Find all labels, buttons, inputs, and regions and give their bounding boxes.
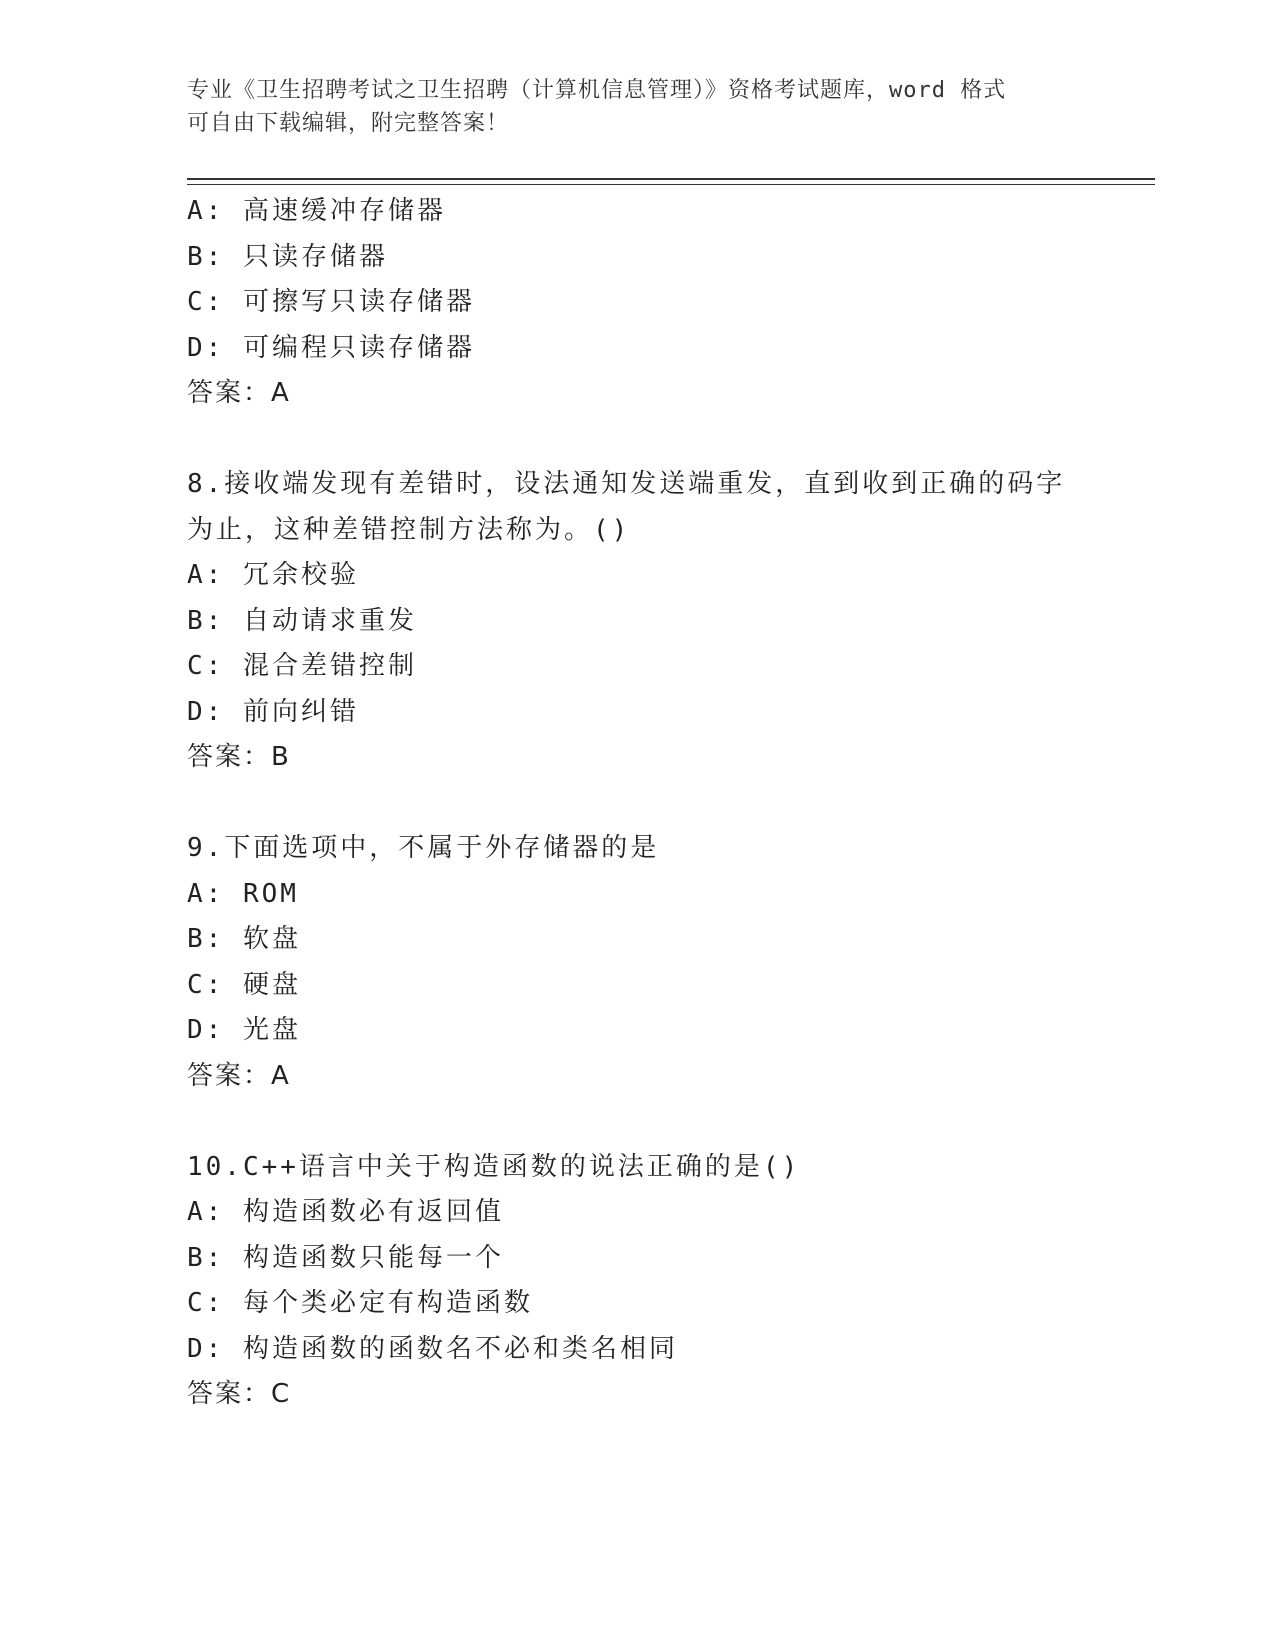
document-header <box>187 74 1067 140</box>
option-c: C: 硬盘 <box>187 969 301 1000</box>
question-8 <box>187 462 1087 781</box>
option-b: B: 构造函数只能每一个 <box>187 1242 504 1273</box>
option-c: C: 每个类必定有构造函数 <box>187 1288 533 1318</box>
question-stem-line1: 8.接收端发现有差错时，设法通知发送端重发，直到收到正确的码字 <box>187 469 1066 499</box>
question-spacer <box>187 417 1087 463</box>
header-divider-thick <box>187 178 1155 180</box>
answer-line: 答案：C <box>187 1379 292 1409</box>
header-title-line1: 专业《卫生招聘考试之卫生招聘（计算机信息管理）》资格考试题库，word 格式 <box>187 78 1007 103</box>
option-a: A: 冗余校验 <box>187 560 359 590</box>
option-d: D: 前向纠错 <box>187 696 359 727</box>
header-divider-thin <box>187 184 1155 185</box>
option-b: B: 只读存储器 <box>187 241 388 272</box>
option-d: D: 光盘 <box>187 1015 301 1045</box>
question-10 <box>187 1145 1087 1418</box>
header-title-line2: 可自由下载编辑，附完整答案！ <box>187 111 510 136</box>
option-b: B: 软盘 <box>187 924 301 954</box>
option-a: A: ROM <box>187 878 299 909</box>
option-b: B: 自动请求重发 <box>187 605 417 636</box>
question-9 <box>187 826 1087 1099</box>
option-c: C: 可擦写只读存储器 <box>187 287 475 317</box>
question-stem: 9.下面选项中，不属于外存储器的是 <box>187 833 660 863</box>
option-a: A: 构造函数必有返回值 <box>187 1197 504 1227</box>
question-spacer <box>187 1099 1087 1145</box>
question-stem-line2: 为止，这种差错控制方法称为。() <box>187 514 631 545</box>
option-c: C: 混合差错控制 <box>187 651 417 681</box>
question-7 <box>187 189 1087 417</box>
answer-line: 答案：B <box>187 742 291 772</box>
answer-line: 答案：A <box>187 1060 291 1091</box>
option-d: D: 可编程只读存储器 <box>187 332 475 363</box>
answer-line: 答案：A <box>187 378 291 408</box>
question-spacer <box>187 781 1087 827</box>
option-a: A: 高速缓冲存储器 <box>187 196 446 226</box>
question-stem: 10.C++语言中关于构造函数的说法正确的是() <box>187 1151 801 1182</box>
question-list <box>187 189 1087 1418</box>
option-d: D: 构造函数的函数名不必和类名相同 <box>187 1333 678 1364</box>
